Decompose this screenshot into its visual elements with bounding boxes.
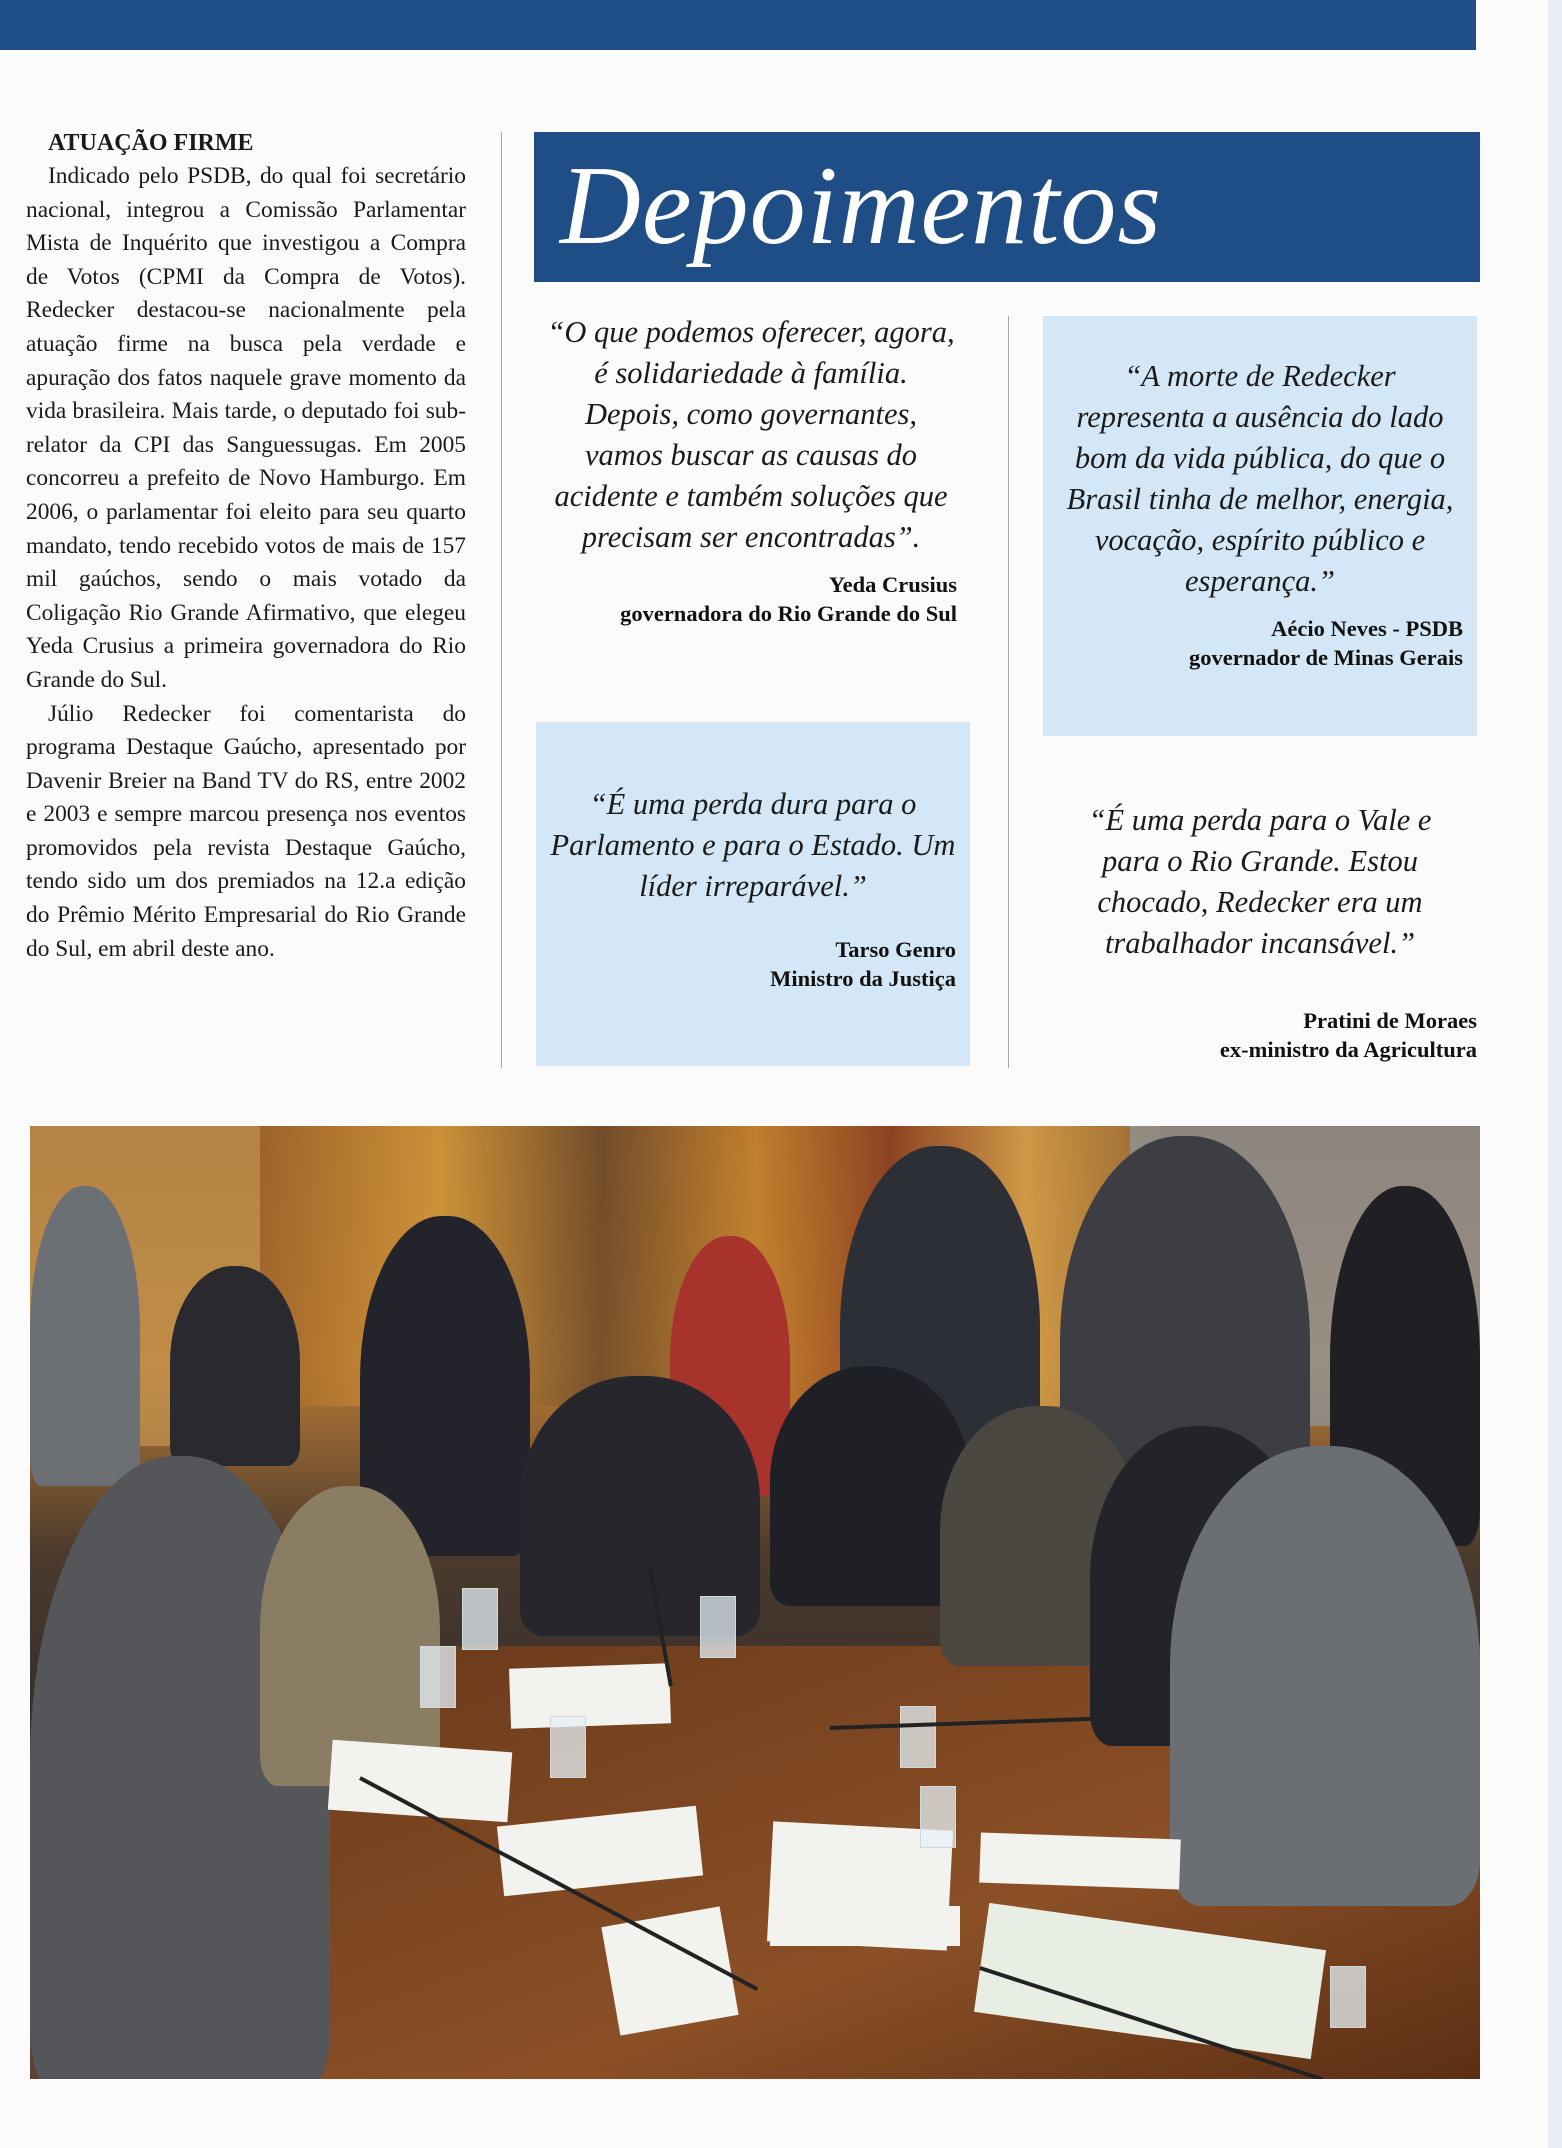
article-column [26, 126, 466, 966]
quote-text: “É uma perda para o Vale e para o Rio Grande. Estou chocado, Redecker era um trabalhador incansável.” [1088, 803, 1432, 960]
section-title: Depoimentos [560, 144, 1163, 268]
table-paper [770, 1906, 960, 1946]
person-figure [30, 1186, 140, 1486]
quote-author-role: governador de Minas Gerais [1189, 645, 1463, 670]
water-glass [462, 1588, 498, 1650]
water-glass [550, 1716, 586, 1778]
quote-card-yeda [545, 312, 957, 676]
page-edge [1548, 0, 1562, 2148]
quote-text: “O que podemos oferecer, agora, é solidariedade à família. Depois, como governantes, vamos buscar as causas do acidente e também soluções que precisam ser encontradas”. [547, 315, 955, 554]
article-paragraph-2: Júlio Redecker foi comentarista do programa Destaque Gaúcho, apresentado por Davenir Breier na Band TV do RS, entre 2002 e 2003 e sempre marcou presença nos eventos promovidos pela revista Destaque Gaúcho, tendo sido um dos premiados na 12.a edição do Prêmio Mérito Empresarial do Rio Grande do Sul, em abril deste ano. [26, 700, 466, 962]
water-glass [420, 1646, 456, 1708]
quote-text: “É uma perda dura para o Parlamento e para o Estado. Um líder irreparável.” [550, 787, 956, 903]
person-figure [170, 1266, 300, 1466]
water-glass [700, 1596, 736, 1658]
quote-text: “A morte de Redecker representa a ausência do lado bom da vida pública, do que o Brasil tinha de melhor, energia, vocação, espírito público e esperança.” [1066, 359, 1454, 598]
quote-author-name: Aécio Neves - PSDB [1271, 616, 1463, 641]
column-divider-left [501, 132, 502, 1068]
water-glass [900, 1706, 936, 1768]
table-paper [509, 1663, 671, 1729]
quote-card-tarso [536, 722, 970, 1066]
quote-author-role: ex-ministro da Agricultura [1219, 1037, 1477, 1062]
quote-author-name: Yeda Crusius [828, 572, 957, 597]
quote-card-pratini [1043, 800, 1477, 1070]
article-heading: ATUAÇÃO FIRME [48, 130, 254, 156]
quote-card-aecio [1043, 316, 1477, 736]
water-glass [920, 1786, 956, 1848]
quote-author-name: Tarso Genro [835, 937, 956, 962]
water-glass [1330, 1966, 1366, 2028]
column-divider-right [1008, 316, 1009, 1068]
article-paragraph-1: Indicado pelo PSDB, do qual foi secretário nacional, integrou a Comissão Parlamentar Mista de Inquérito que investigou a Compra de Votos (CPMI da Compra de Votos). Redecker destacou-se nacionalmente pela atuação firme na busca pela verdade e apuração dos fatos naquele grave momento da vida brasileira. Mais tarde, o deputado foi sub-relator da CPI das Sanguessugas. Em 2005 concorreu a prefeito de Novo Hamburgo. Em 2006, o parlamentar foi eleito para seu quarto mandato, tendo recebido votos de mais de 157 mil gaúchos, sendo o mais votado da Coligação Rio Grande Afirmativo, que elegeu Yeda Crusius a primeira governadora do Rio Grande do Sul. [26, 163, 466, 693]
top-color-band [0, 0, 1476, 50]
meeting-photo [30, 1126, 1480, 2079]
section-header [534, 132, 1480, 282]
quote-author-role: governadora do Rio Grande do Sul [620, 601, 957, 626]
quote-author-name: Pratini de Moraes [1303, 1008, 1477, 1033]
quote-author-role: Ministro da Justiça [770, 966, 956, 991]
person-figure [1170, 1446, 1480, 1906]
table-paper [979, 1833, 1181, 1890]
